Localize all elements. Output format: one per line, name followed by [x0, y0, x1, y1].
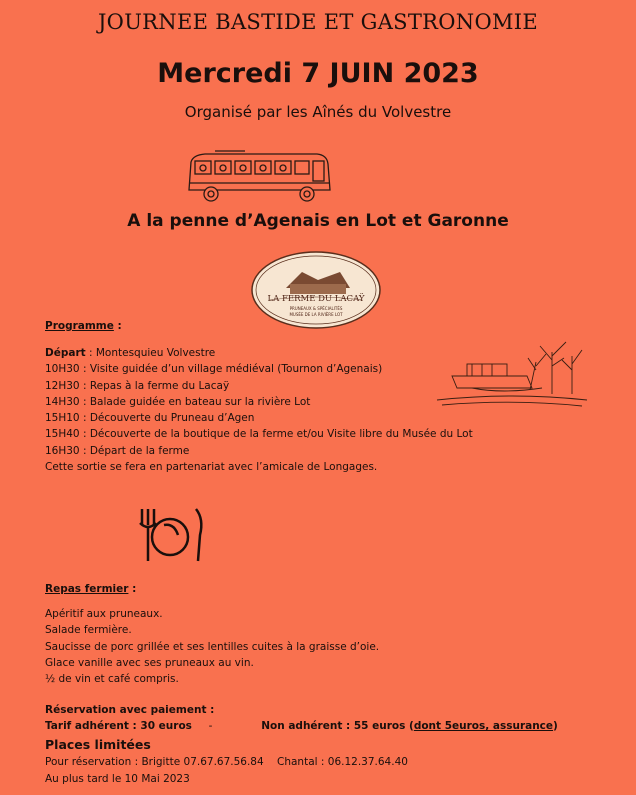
program-list: [45, 345, 473, 475]
meal-item: ½ de vin et café compris.: [45, 673, 179, 686]
program-item: 10H30 : Visite guidée d’un village médiéval (Tournon d’Agenais): [45, 363, 383, 376]
program-item: 15H10 : Découverte du Pruneau d’Agen: [45, 412, 255, 425]
organizer-line: Organisé par les Aînés du Volvestre: [184, 103, 452, 121]
event-date: Mercredi 7 JUIN 2023: [157, 58, 479, 89]
meal-menu-list: [45, 606, 379, 687]
program-item: 14H30 : Balade guidée en bateau sur la rivière Lot: [45, 395, 311, 408]
farm-logo-subtitle-2: MUSÉE DE LA RIVIÈRE LOT: [289, 312, 343, 317]
river-boat-sketch: [432, 330, 592, 410]
price-separator: -: [208, 720, 213, 732]
farm-logo-name: LA FERME DU LACAŸ: [267, 294, 365, 304]
meal-item: Saucisse de porc grillée et ses lentilles cuites à la graisse d’oie.: [45, 640, 380, 653]
program-heading-colon: :: [113, 320, 122, 332]
program-item: [45, 345, 473, 361]
farm-logo: [250, 250, 382, 330]
farm-logo-subtitle-1: PRUNEAUX & SPÉCIALITÉS: [289, 306, 343, 311]
program-item: 16H30 : Départ de la ferme: [45, 444, 190, 457]
bus-illustration: [185, 150, 335, 206]
meal-heading: [45, 583, 136, 595]
non-member-price-text: Non adhérent : 55 euros (: [261, 720, 414, 732]
limited-places: Places limitées: [45, 737, 151, 752]
program-depart-label: Départ: [45, 347, 86, 359]
program-item: 15H40 : Découverte de la boutique de la ferme et/ou Visite libre du Musée du Lot: [45, 428, 473, 441]
program-note: Cette sortie se fera en partenariat avec l’amicale de Longages.: [45, 461, 378, 474]
location-line: A la penne d’Agenais en Lot et Garonne: [127, 211, 509, 231]
program-item: 12H30 : Repas à la ferme du Lacaÿ: [45, 379, 230, 392]
meal-item: Glace vanille avec ses pruneaux au vin.: [45, 656, 254, 669]
reservation-heading: Réservation avec paiement :: [45, 704, 215, 716]
price-row: [45, 720, 558, 732]
non-member-price-detail: dont 5euros, assurance: [413, 720, 554, 732]
event-title: JOURNEE BASTIDE ET GASTRONOMIE: [97, 10, 539, 34]
contact-chantal: Chantal : 06.12.37.64.40: [277, 756, 408, 768]
meal-heading-colon: :: [128, 583, 137, 595]
meal-heading-label: Repas fermier: [45, 583, 129, 595]
program-heading: [45, 320, 122, 332]
meal-item: Salade fermière.: [45, 624, 132, 637]
contact-brigitte: Pour réservation : Brigitte 07.67.67.56.84: [45, 756, 264, 768]
member-price: Tarif adhérent : 30 euros: [45, 720, 192, 732]
meal-item: Apéritif aux pruneaux.: [45, 608, 163, 620]
cutlery-plate-icon: [134, 505, 206, 565]
non-member-price-close: ): [553, 720, 558, 732]
reservation-deadline: Au plus tard le 10 Mai 2023: [45, 773, 190, 785]
program-heading-label: Programme: [45, 320, 114, 332]
contact-line: [45, 756, 408, 768]
program-depart-value: : Montesquieu Volvestre: [85, 347, 216, 359]
non-member-price: [261, 720, 558, 732]
